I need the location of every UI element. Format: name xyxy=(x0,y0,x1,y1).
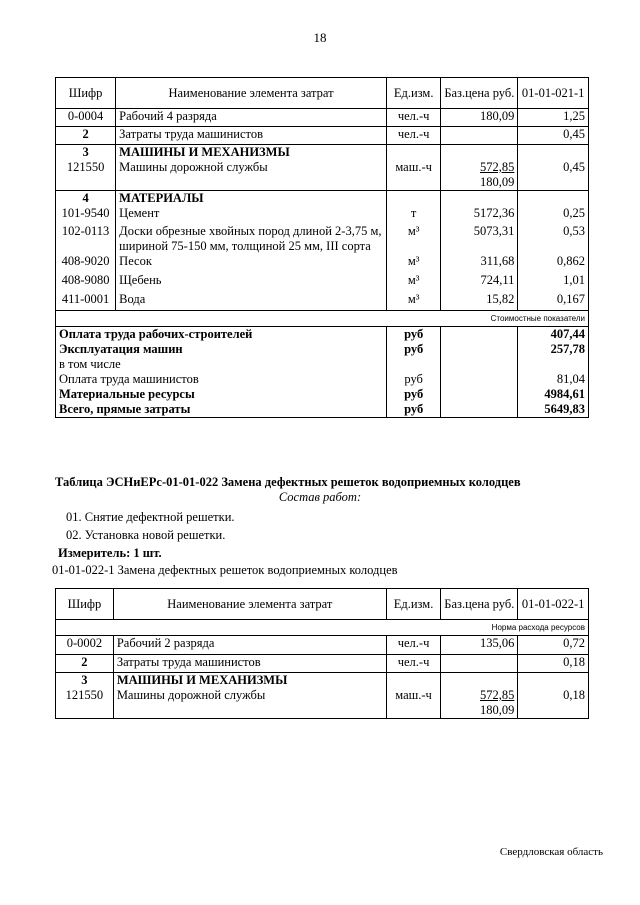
page-number: 18 xyxy=(313,30,327,45)
header-name: Наименование элемента затрат xyxy=(113,589,386,620)
table-row: 101-9540 Цемент т 5172,36 0,25 xyxy=(56,206,589,224)
table-row: 2 Затраты труда машинистов чел.-ч 0,18 xyxy=(56,655,589,673)
header-price: Баз.цена руб. xyxy=(441,589,518,620)
table-row: 408-9080 Щебень м³ 724,11 1,01 xyxy=(56,273,589,292)
norm-code-line: 01-01-022-1 Замена дефектных решеток водоприемных колодцев xyxy=(52,563,398,577)
header-code: Шифр xyxy=(56,589,114,620)
footer-region: Свердловская область xyxy=(499,846,603,858)
table-title: Таблица ЭСНиЕРс-01-01-022 Замена дефектных решеток водоприемных колодцев xyxy=(55,475,521,489)
header-name: Наименование элемента затрат xyxy=(116,78,387,109)
total-row: Оплата труда рабочих-строителей руб 407,44 xyxy=(56,326,589,342)
table-row: 411-0001 Вода м³ 15,82 0,167 xyxy=(56,292,589,310)
table-row: 121550 Машины дорожной службы маш.-ч 572,85 180,09 0,45 xyxy=(56,160,589,191)
table-row: 0-0002 Рабочий 2 разряда чел.-ч 135,06 0,72 xyxy=(56,636,589,655)
table-header xyxy=(56,78,589,109)
header-norm: 01-01-022-1 xyxy=(518,589,589,620)
table-row: 2 Затраты труда машинистов чел.-ч 0,45 xyxy=(56,127,589,145)
operation-item: 02. Установка новой решетки. xyxy=(66,528,226,542)
table-row: 102-0113 Доски обрезные хвойных пород длиной 2-3,75 м, шириной 75-150 мм, толщиной 25 мм, III сорта м³ 5073,31 0,53 xyxy=(56,224,589,254)
section-row: 3 МАШИНЫ И МЕХАНИЗМЫ xyxy=(56,145,589,161)
section-row: 3 МАШИНЫ И МЕХАНИЗМЫ xyxy=(56,673,589,689)
table-header xyxy=(56,589,589,620)
total-row: Материальные ресурсы руб 4984,61 xyxy=(56,387,589,402)
header-unit: Ед.изм. xyxy=(386,589,441,620)
total-row: Эксплуатация машин руб 257,78 xyxy=(56,342,589,357)
composition-heading: Состав работ: xyxy=(278,490,362,504)
norm-label-row: Норма расхода ресурсов xyxy=(56,620,589,636)
table-row: 0-0004 Рабочий 4 разряда чел.-ч 180,09 1,25 xyxy=(56,109,589,127)
header-price: Баз.цена руб. xyxy=(441,78,518,109)
table-row: 408-9020 Песок м³ 311,68 0,862 xyxy=(56,254,589,273)
header-code: Шифр xyxy=(56,78,116,109)
header-unit: Ед.изм. xyxy=(386,78,440,109)
cost-indicators-row: Стоимостные показатели xyxy=(56,310,589,326)
resource-table-1 xyxy=(55,77,589,418)
measure-unit: Измеритель: 1 шт. xyxy=(58,546,162,560)
total-row: в том числе xyxy=(56,357,589,372)
resource-table-2 xyxy=(55,588,589,719)
table-row: 121550 Машины дорожной службы маш.-ч 572,85 180,09 0,18 xyxy=(56,688,589,719)
total-row: Всего, прямые затраты руб 5649,83 xyxy=(56,402,589,418)
total-row: Оплата труда машинистов руб 81,04 xyxy=(56,372,589,387)
section-row: 4 МАТЕРИАЛЫ xyxy=(56,191,589,207)
header-norm: 01-01-021-1 xyxy=(518,78,589,109)
operation-item: 01. Снятие дефектной решетки. xyxy=(66,510,235,524)
